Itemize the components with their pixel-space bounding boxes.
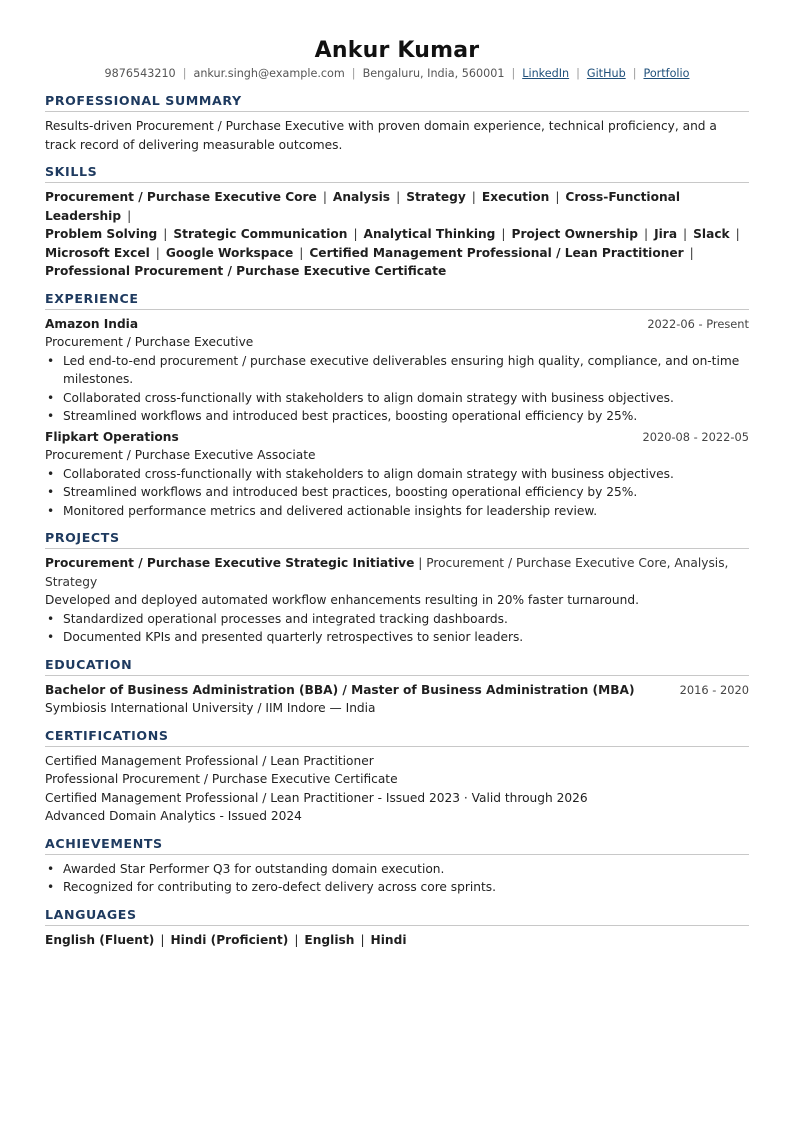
skill-item: Strategy <box>406 190 466 204</box>
skill-item: Jira <box>654 227 678 241</box>
school-name: Symbiosis International University / IIM Indore — India <box>45 701 376 715</box>
company-name: Flipkart Operations <box>45 429 179 444</box>
certification-item: Advanced Domain Analytics - Issued 2024 <box>45 809 302 823</box>
bullet-item: • Led end-to-end procurement / purchase executive deliverables ensuring high quality, compliance, and on-time milestones. <box>45 352 749 389</box>
contact-line <box>45 66 749 82</box>
skill-item: Strategic Communication <box>173 227 348 241</box>
certification-item: Certified Management Professional / Lean Practitioner <box>45 753 374 768</box>
bullet-item: • Recognized for contributing to zero-defect delivery across core sprints. <box>45 878 749 897</box>
project-bullets <box>45 610 749 647</box>
skill-item: Problem Solving <box>45 227 158 241</box>
section-title: EDUCATION <box>45 656 749 676</box>
location: Bengaluru, India, 560001 <box>362 67 505 80</box>
bullet-item: • Monitored performance metrics and delivered actionable insights for leadership review. <box>45 502 749 521</box>
education-dates: 2016 - 2020 <box>679 682 749 697</box>
skills-line: Procurement / Purchase Executive Core | Analysis | Strategy | Execution | Cross-Functional Leadership | <box>45 190 681 223</box>
email: ankur.singh@example.com <box>193 67 345 80</box>
language-item: English (Fluent) <box>45 932 155 947</box>
job-role: Procurement / Purchase Executive Associate <box>45 448 316 462</box>
skills-list <box>45 188 749 281</box>
languages-list: English (Fluent) | Hindi (Proficient) | English | Hindi <box>45 932 407 947</box>
project-name: Procurement / Purchase Executive Strategic Initiative <box>45 556 415 570</box>
phone: 9876543210 <box>104 67 176 80</box>
skill-item: Google Workspace <box>165 245 294 260</box>
languages-section <box>45 906 749 950</box>
projects-section <box>45 529 749 647</box>
summary-section <box>45 92 749 154</box>
skill-item: Project Ownership <box>511 227 638 241</box>
skills-line: Microsoft Excel | Google Workspace | Certified Management Professional / Lean Practitioner | <box>45 245 694 260</box>
achievement-bullets <box>45 860 749 897</box>
job-entry <box>45 315 749 426</box>
job-bullets <box>45 465 749 521</box>
bullet-item: • Standardized operational processes and integrated tracking dashboards. <box>45 610 749 629</box>
skill-item: Cross-Functional Leadership <box>45 190 681 223</box>
candidate-name: Ankur Kumar <box>314 38 480 63</box>
language-item: Hindi (Proficient) <box>170 932 289 947</box>
job-header <box>45 315 749 334</box>
certification-item: Professional Procurement / Purchase Executive Certificate <box>45 772 398 786</box>
bullet-item: • Streamlined workflows and introduced best practices, boosting operational efficiency by 25%. <box>45 483 749 502</box>
experience-section <box>45 290 749 521</box>
project-tech: | Procurement / Purchase Executive Core, Analysis, Strategy <box>45 556 729 589</box>
education-section <box>45 656 749 718</box>
separator: | <box>511 67 516 80</box>
bullet-item: • Awarded Star Performer Q3 for outstanding domain execution. <box>45 860 749 879</box>
section-title: EXPERIENCE <box>45 290 749 310</box>
section-title: LANGUAGES <box>45 906 749 926</box>
project-description: Developed and deployed automated workflow enhancements resulting in 20% faster turnaround. <box>45 593 639 607</box>
section-title: SKILLS <box>45 163 749 183</box>
certifications-section <box>45 727 749 826</box>
skill-item: Procurement / Purchase Executive Core <box>45 190 317 204</box>
separator: | <box>576 67 580 80</box>
degree-name: Bachelor of Business Administration (BBA) / Master of Business Administration (MBA) <box>45 682 635 697</box>
section-title: PROFESSIONAL SUMMARY <box>45 92 749 112</box>
linkedin-link[interactable]: LinkedIn <box>522 67 570 80</box>
bullet-item: • Collaborated cross-functionally with stakeholders to align domain strategy with business objectives. <box>45 465 749 484</box>
achievements-section <box>45 835 749 897</box>
bullet-item: • Collaborated cross-functionally with stakeholders to align domain strategy with business objectives. <box>45 389 749 408</box>
separator: | <box>632 67 637 80</box>
section-title: ACHIEVEMENTS <box>45 835 749 855</box>
section-title: CERTIFICATIONS <box>45 727 749 747</box>
language-item: Hindi <box>370 932 407 947</box>
bullet-item: • Documented KPIs and presented quarterly retrospectives to senior leaders. <box>45 628 749 647</box>
github-link[interactable]: GitHub <box>586 67 626 80</box>
job-header <box>45 428 749 447</box>
skills-section <box>45 163 749 281</box>
skill-item: Microsoft Excel <box>45 245 150 260</box>
job-role: Procurement / Purchase Executive <box>45 335 254 349</box>
job-bullets <box>45 352 749 426</box>
skills-line <box>45 262 749 281</box>
skills-line: Problem Solving | Strategic Communication | Analytical Thinking | Project Ownership | Jira | Slack | <box>45 227 740 241</box>
bullet-item: • Streamlined workflows and introduced best practices, boosting operational efficiency by 25%. <box>45 407 749 426</box>
skill-item: Slack <box>693 227 730 241</box>
skill-item: Professional Procurement / Purchase Executive Certificate <box>45 264 447 278</box>
certification-item: Certified Management Professional / Lean Practitioner - Issued 2023 · Valid through 2026 <box>45 790 588 805</box>
project-entry <box>45 554 749 647</box>
section-title: PROJECTS <box>45 529 749 549</box>
job-entry <box>45 428 749 521</box>
skill-item: Execution <box>481 190 550 204</box>
job-dates: 2020-08 - 2022-05 <box>642 429 749 444</box>
skill-item: Analysis <box>332 190 391 204</box>
project-header <box>45 554 749 591</box>
skill-item: Analytical Thinking <box>363 227 496 241</box>
education-header <box>45 681 749 700</box>
separator: | <box>351 67 356 80</box>
company-name: Amazon India <box>45 316 139 331</box>
portfolio-link[interactable]: Portfolio <box>643 67 690 80</box>
summary-text: Results-driven Procurement / Purchase Executive with proven domain experience, technical proficiency, and a track record of delivering measurable outcomes. <box>45 119 717 152</box>
skill-item: Certified Management Professional / Lean Practitioner <box>309 245 684 260</box>
separator: | <box>182 67 187 80</box>
job-dates: 2022-06 - Present <box>647 316 749 331</box>
language-item: English <box>304 932 355 947</box>
